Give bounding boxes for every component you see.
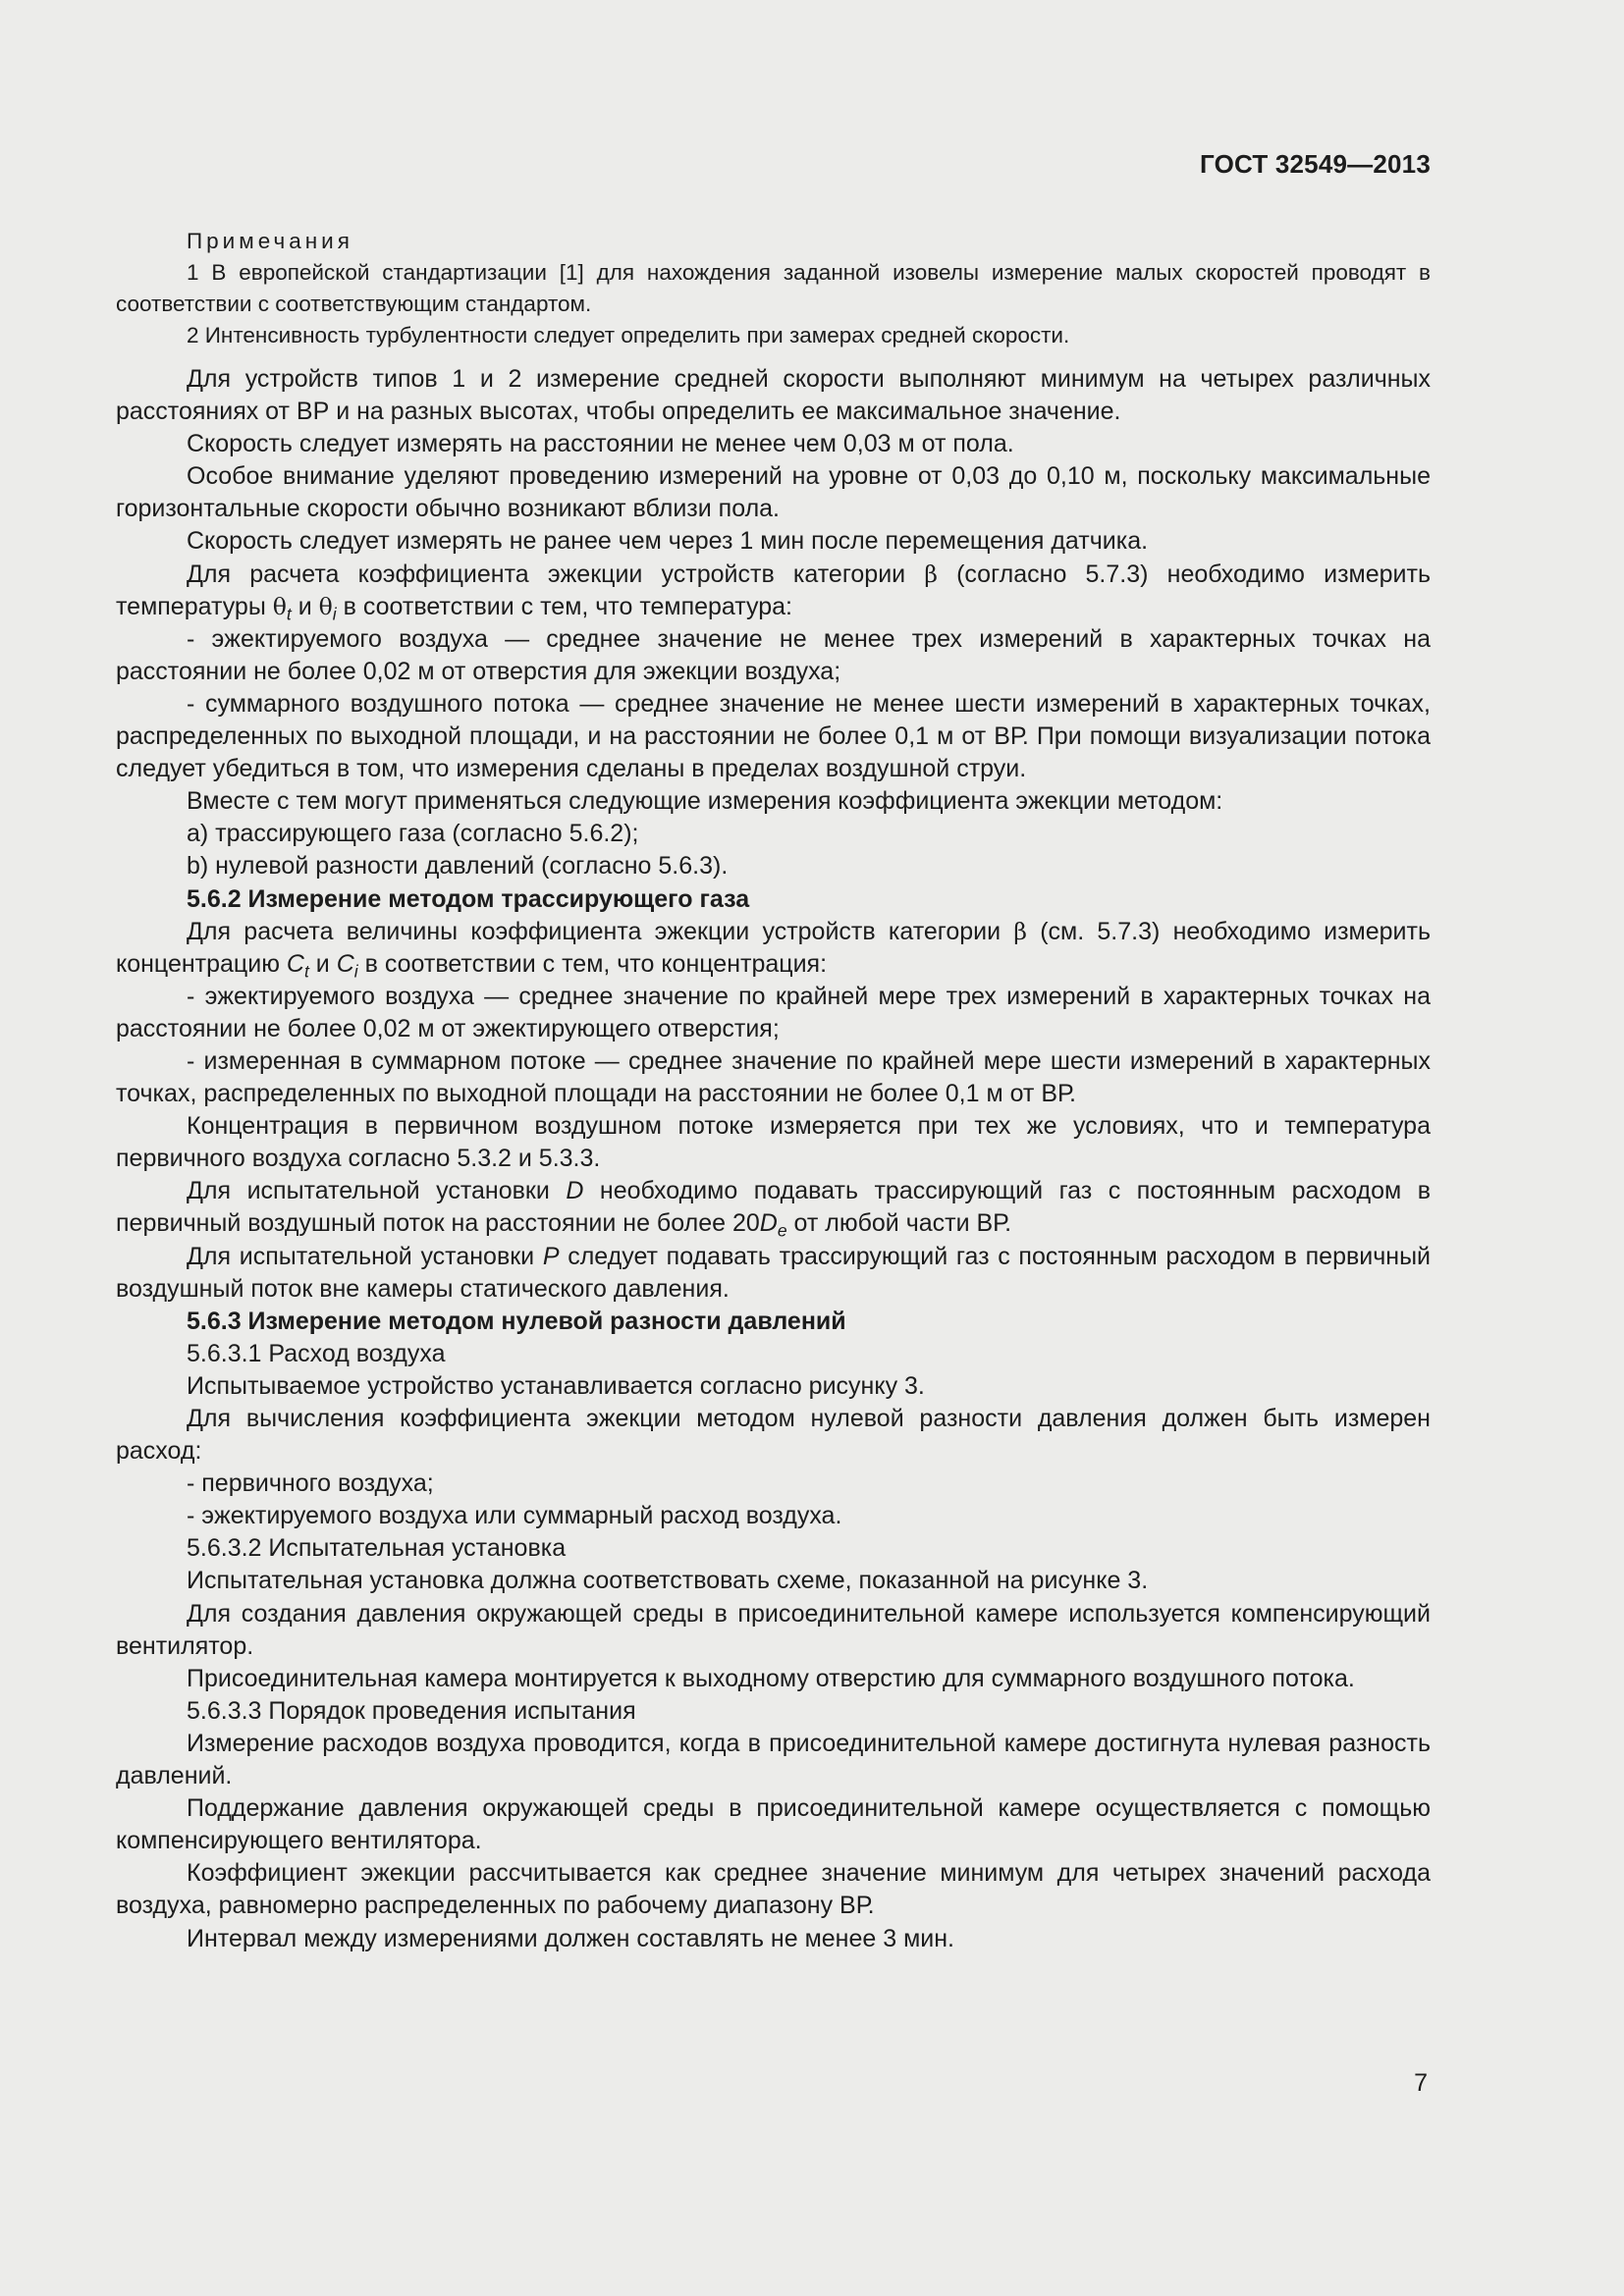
paragraph: Для устройств типов 1 и 2 измерение средней скорости выполняют минимум на четырех различных расстояниях от ВР и на разных высотах, чтобы определить ее максимальное значение. — [116, 365, 1431, 426]
paragraph-setup-p: Для испытательной установки P следует подавать трассирующий газ с постоянным расходом в первичный воздушный поток вне камеры статического давления. — [116, 1242, 1431, 1303]
paragraph: Для создания давления окружающей среды в присоединительной камере используется компенсирующий вентилятор. — [116, 1599, 1431, 1660]
notes-block — [116, 226, 1431, 351]
list-item: - первичного воздуха; — [187, 1469, 434, 1498]
note-1: 1 В европейской стандартизации [1] для нахождения заданной изовелы измерение малых скоростей проводят в соответствии с соответствующим стандартом. — [116, 260, 1431, 316]
section-heading-5-6-2: 5.6.2 Измерение методом трассирующего газа — [187, 884, 750, 913]
paragraph: Особое внимание уделяют проведению измерений на уровне от 0,03 до 0,10 м, поскольку максимальные горизонтальные скорости обычно возникают вблизи пола. — [116, 462, 1431, 523]
paragraph-setup-d: Для испытательной установки D необходимо подавать трассирующий газ с постоянным расходом в первичный воздушный поток на расстоянии не более $20D_e$ от любой части ВР. — [116, 1177, 1431, 1241]
paragraph: Интервал между измерениями должен составлять не менее 3 мин. — [187, 1924, 954, 1952]
page-number: 7 — [1414, 2069, 1428, 2097]
paragraph: Скорость следует измерять не ранее чем через 1 мин после перемещения датчика. — [187, 527, 1149, 556]
paragraph: Поддержание давления окружающей среды в присоединительной камере осуществляется с помощью компенсирующего вентилятора. — [116, 1794, 1431, 1855]
paragraph: Скорость следует измерять на расстоянии не менее чем 0,03 м от пола. — [187, 430, 1014, 458]
theta-symbol: θ — [272, 592, 287, 620]
list-item: b) нулевой разности давлений (согласно 5.6.3). — [187, 852, 729, 881]
paragraph: Коэффициент эжекции рассчитывается как среднее значение минимум для четырех значений расхода воздуха, равномерно распределенных по рабочему диапазону ВР. — [116, 1859, 1431, 1920]
section-heading-5-6-3: 5.6.3 Измерение методом нулевой разности давлений — [187, 1307, 846, 1335]
body-text — [116, 363, 1431, 1955]
beta-symbol: β — [924, 560, 938, 588]
paragraph: Для вычисления коэффициента эжекции методом нулевой разности давления должен быть измерен расход: — [116, 1405, 1431, 1466]
subsection-heading: 5.6.3.3 Порядок проведения испытания — [187, 1696, 636, 1725]
notes-title: Примечания — [187, 229, 353, 253]
paragraph: Испытываемое устройство устанавливается согласно рисунку 3. — [187, 1371, 925, 1400]
paragraph: Вместе с тем могут применяться следующие измерения коэффициента эжекции методом: — [187, 787, 1223, 816]
paragraph: Испытательная установка должна соответствовать схеме, показанной на рисунке 3. — [187, 1567, 1149, 1595]
paragraph-concentration: Для расчета величины коэффициента эжекции устройств категории β (см. 5.7.3) необходимо измерить концентрацию $C_t$ и $C_i$ в соответствии с тем, что концентрация: — [116, 917, 1431, 981]
paragraph: Присоединительная камера монтируется к выходному отверстию для суммарного воздушного потока. — [187, 1664, 1355, 1692]
list-item: - эжектируемого воздуха или суммарный расход воздуха. — [187, 1502, 842, 1530]
paragraph: Концентрация в первичном воздушном потоке измеряется при тех же условиях, что и температура первичного воздуха согласно 5.3.2 и 5.3.3. — [116, 1112, 1431, 1173]
paragraph-temperatures: Для расчета коэффициента эжекции устройств категории β (согласно 5.7.3) необходимо измерить температуры $\theta_t$ и $\theta_i$ в соответствии с тем, что температура: — [116, 560, 1431, 623]
subsection-heading: 5.6.3.2 Испытательная установка — [187, 1534, 567, 1563]
page-content — [116, 226, 1431, 1955]
list-item: - измеренная в суммарном потоке — среднее значение по крайней мере шести измерений в характерных точках, распределенных по выходной площади на расстоянии не более 0,1 м от ВР. — [116, 1046, 1431, 1108]
theta-symbol: θ — [318, 592, 333, 620]
document-header-id: ГОСТ 32549—2013 — [1200, 149, 1431, 179]
paragraph: Измерение расходов воздуха проводится, когда в присоединительной камере достигнута нулевая разность давлений. — [116, 1729, 1431, 1790]
list-item: - суммарного воздушного потока — среднее значение не менее шести измерений в характерных точках, распределенных по выходной площади, и на расстоянии не более 0,1 м от ВР. При помощи визуализации потока следует убедиться в том, что измерения сделаны в пределах воздушной струи. — [116, 689, 1431, 783]
note-2: 2 Интенсивность турбулентности следует определить при замерах средней скорости. — [187, 323, 1070, 347]
list-item: - эжектируемого воздуха — среднее значение не менее трех измерений в характерных точках на расстоянии не более 0,02 м от отверстия для эжекции воздуха; — [116, 624, 1431, 685]
beta-symbol: β — [1013, 917, 1027, 945]
list-item: - эжектируемого воздуха — среднее значение по крайней мере трех измерений в характерных точках на расстоянии не более 0,02 м от эжектирующего отверстия; — [116, 982, 1431, 1042]
subsection-heading: 5.6.3.1 Расход воздуха — [187, 1339, 446, 1367]
list-item: а) трассирующего газа (согласно 5.6.2); — [187, 820, 639, 848]
